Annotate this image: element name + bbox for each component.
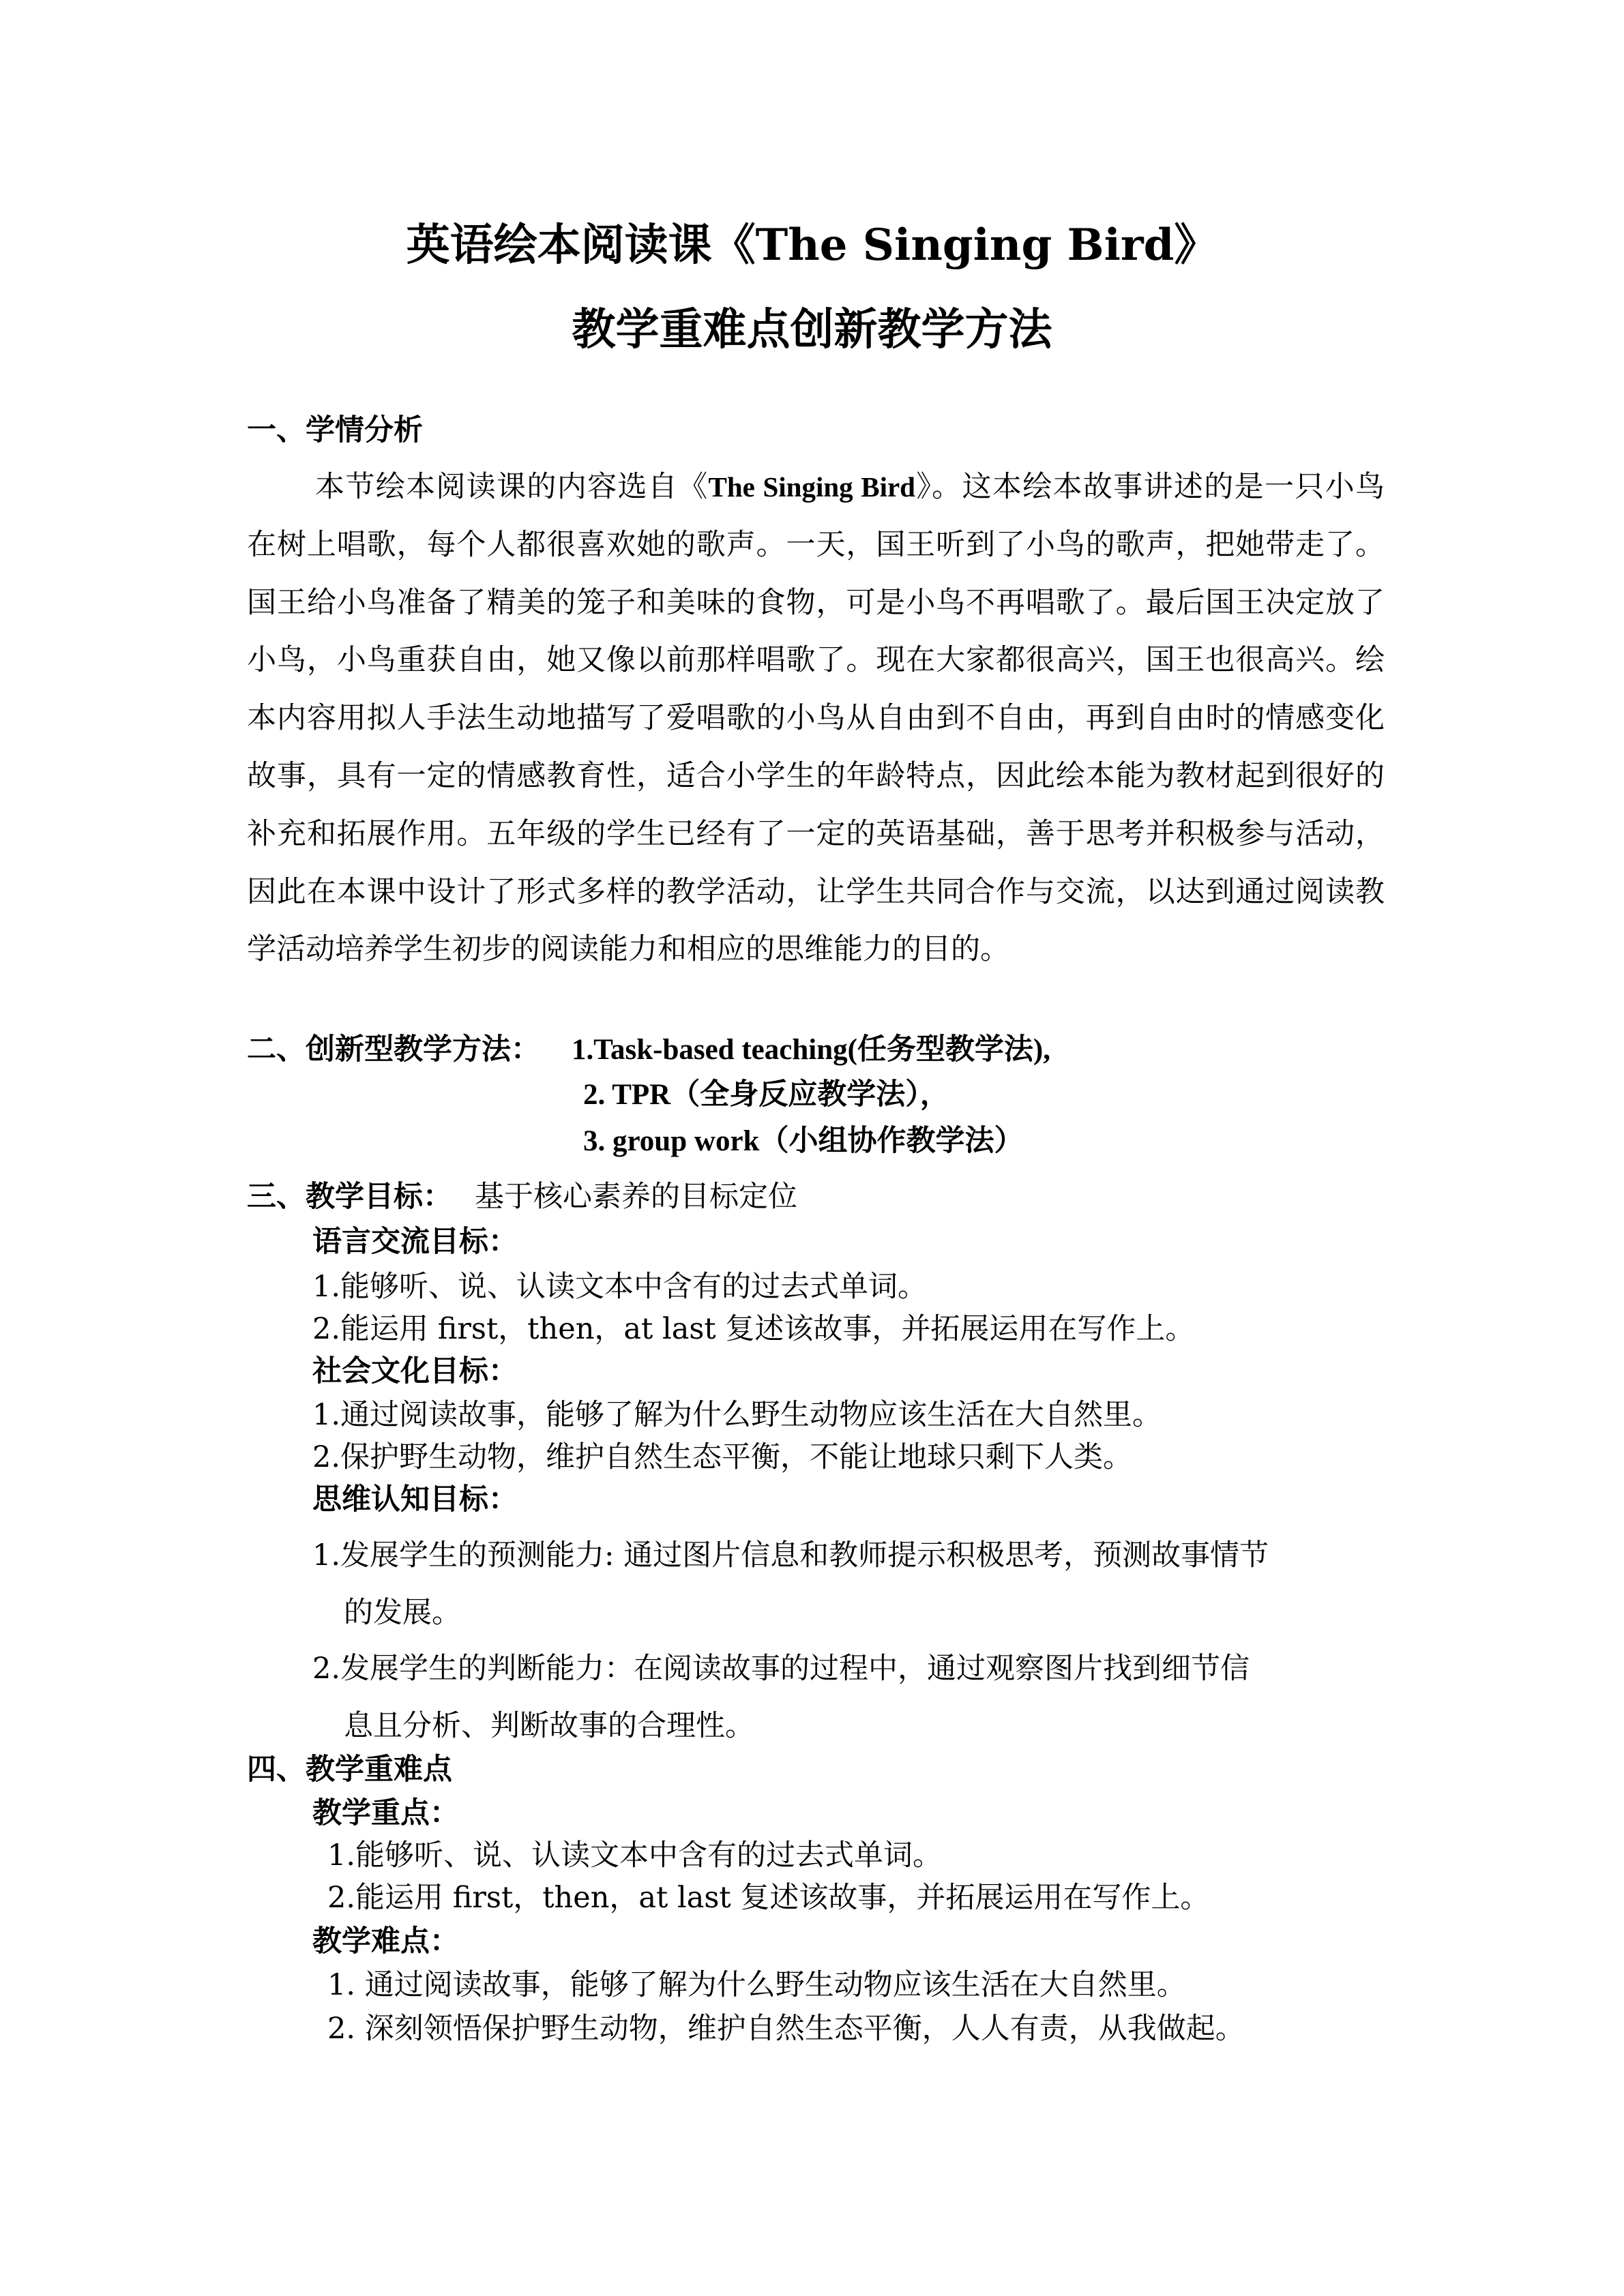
language-goal-item: 2.能运用 first，then，at last 复述该故事，并拓展运用在写作上。	[312, 1312, 1195, 1346]
thinking-goal-item2-cont: 息且分析、判断故事的合理性。	[344, 1709, 754, 1743]
culture-goal-label: 社会文化目标：	[312, 1354, 518, 1388]
key-point-item: 2.能运用 first，then，at last 复述该故事，并拓展运用在写作上。	[327, 1881, 1210, 1915]
difficult-point-item: 1. 通过阅读故事，能够了解为什么野生动物应该生活在大自然里。	[327, 1968, 1186, 2002]
thinking-goal-item2: 2.发展学生的判断能力：在阅读故事的过程中，通过观察图片找到细节信	[312, 1652, 1250, 1686]
method-3: 3. group work（小组协作教学法）	[583, 1125, 1024, 1157]
thinking-goal-label: 思维认知目标：	[312, 1482, 518, 1517]
key-points-label: 教学重点：	[312, 1796, 459, 1830]
section1-paragraph	[247, 458, 1385, 979]
thinking-goal-item1-cont: 的发展。	[344, 1596, 461, 1630]
section4-heading: 四、教学重难点	[247, 1753, 452, 1787]
para-text-after: 》。这本绘本故事讲述的是一只小鸟在树上唱歌，每个人都很喜欢她的歌声。一天，国王听到了小鸟的歌声，把她带走了。国王给小鸟准备了精美的笼子和美味的食物，可是小鸟不再唱歌了。最后国王决定放了小鸟，小鸟重获自由，她又像以前那样唱歌了。现在大家都很高兴，国王也很高兴。绘本内容用拟人手法生动地描写了爱唱歌的小鸟从自由到不自由，再到自由时的情感变化故事，具有一定的情感教育性，适合小学生的年龄特点，因此绘本能为教材起到很好的补充和拓展作用。五年级的学生已经有了一定的英语基础，善于思考并积极参与活动，因此在本课中设计了形式多样的教学活动，让学生共同合作与交流，以达到通过阅读教学活动培养学生初步的阅读能力和相应的思维能力的目的。	[247, 470, 1385, 967]
method-2: 2. TPR（全身反应教学法），	[583, 1079, 949, 1111]
thinking-goal-item1: 1.发展学生的预测能力: 通过图片信息和教师提示积极思考，预测故事情节	[312, 1538, 1269, 1572]
section3-heading: 三、教学目标：	[247, 1180, 452, 1214]
document-title-line2: 教学重难点创新教学方法	[572, 304, 1052, 355]
key-point-item: 1.能够听、说、认读文本中含有的过去式单词。	[327, 1838, 943, 1873]
difficult-points-label: 教学难点：	[312, 1924, 459, 1958]
language-goal-item: 1.能够听、说、认读文本中含有的过去式单词。	[312, 1270, 928, 1304]
section1-heading: 一、学情分析	[247, 413, 423, 447]
language-goal-label: 语言交流目标：	[312, 1225, 518, 1259]
document-title-line1: 英语绘本阅读课《The Singing Bird》	[406, 220, 1218, 271]
para-book-title: The Singing Bird	[708, 471, 915, 503]
section2-heading: 二、创新型教学方法：	[247, 1032, 540, 1067]
culture-goal-item: 1.通过阅读故事，能够了解为什么野生动物应该生活在大自然里。	[312, 1398, 1162, 1432]
method-1: 1.Task-based teaching(任务型教学法),	[572, 1034, 1051, 1066]
difficult-point-item: 2. 深刻领悟保护野生动物，维护自然生态平衡，人人有责，从我做起。	[327, 2012, 1245, 2046]
para-text-before: 本节绘本阅读课的内容选自《	[315, 470, 709, 504]
culture-goal-item: 2.保护野生动物，维护自然生态平衡，不能让地球只剩下人类。	[312, 1440, 1133, 1474]
section3-heading-note: 基于核心素养的目标定位	[475, 1180, 797, 1214]
